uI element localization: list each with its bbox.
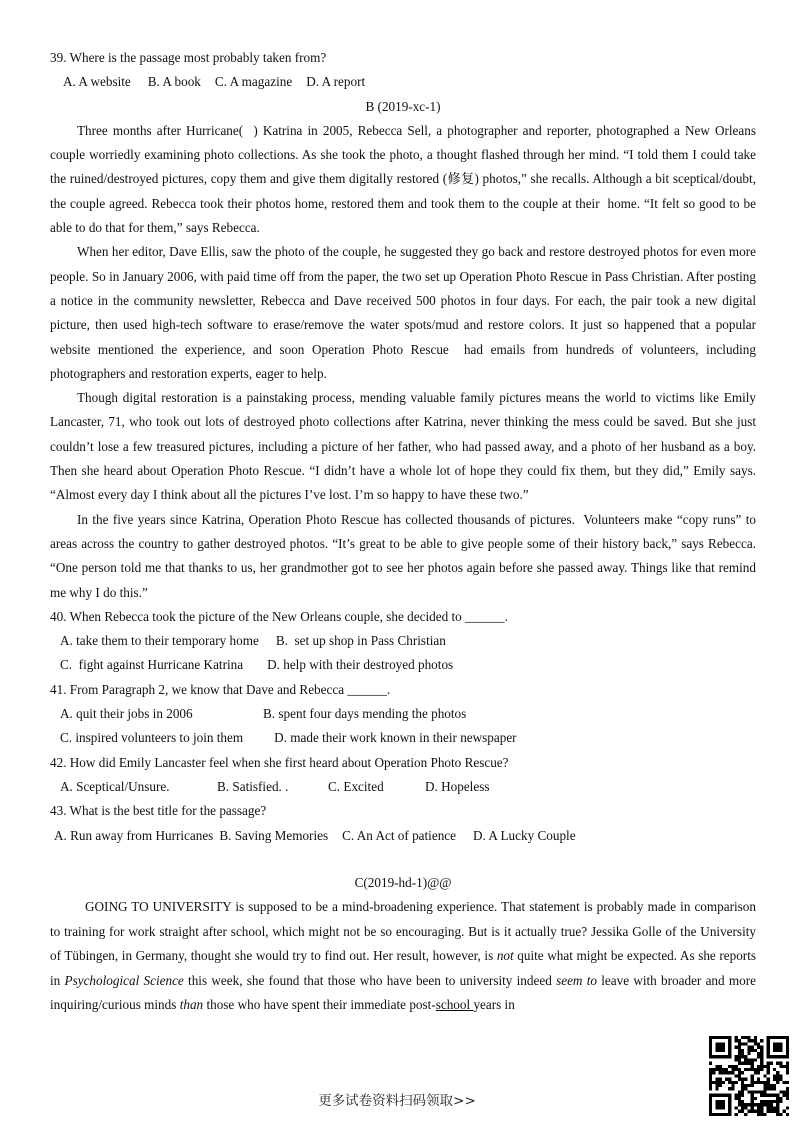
- option: B. set up shop in Pass Christian: [275, 633, 446, 649]
- option: C. fight against Hurricane Katrina: [60, 657, 244, 673]
- question-39-options: [50, 70, 756, 94]
- text-run: GOING TO UNIVERSITY is supposed to be a mind-broadening experience. That statement is probably made in comparison to training for work straight after school, which might not be so encouraging. But is it actually true? Jessika Golle of the University of Tübingen, in Germany, thought she would try to find out. Her result, however, is: [50, 899, 756, 964]
- question-42-options: [50, 775, 756, 799]
- passage-b-paragraph-1: Three months after Hurricane( ) Katrina in 2005, Rebecca Sell, a photographer and reporter, photographed a New Orleans couple worriedly examining photo collections. As she took the photo, a thought flashed through her mind. “I told them I could take the ruined/destroyed pictures, copy them and give them digitally restored (修复) photos,” she recalls. Although a bit sceptical/doubt, the couple agreed. Rebecca took their photos home, restored them and took them to the couple at their home. “It felt so good to be able to do that for them,” says Rebecca.: [50, 122, 756, 236]
- text-run: quite what might be expected. As she reports in: [50, 948, 756, 988]
- journal-name: Psychological Science: [64, 972, 184, 988]
- option: D. help with their destroyed photos: [267, 657, 454, 673]
- option: B. spent four days mending the photos: [263, 706, 467, 722]
- question-43-options: [50, 824, 756, 848]
- question-41-options-cd: [50, 726, 756, 750]
- emphasis: than: [179, 997, 204, 1013]
- question-41: 41. From Paragraph 2, we know that Dave and Rebecca ______.: [50, 681, 391, 697]
- option: B. Saving Memories: [219, 827, 329, 843]
- passage-b-paragraph-2: When her editor, Dave Ellis, saw the photo of the couple, he suggested they go back and restore destroyed photos for even more people. So in January 2006, with paid time off from the paper, the two set up Operation Photo Rescue in Pass Christian. After posting a notice in the community newsletter, Rebecca and Dave received 500 photos in four days. For each, the pair took a new digital picture, then used high-tech software to erase/remove the water spots/mud and restore colors. It just so happened that a popular website mentioned the experience, and soon Operation Photo Rescue had emails from hundreds of volunteers, including photographers and restoration experts, eager to help.: [50, 244, 756, 381]
- underlined-word: school: [435, 997, 474, 1013]
- question-43: 43. What is the best title for the passage?: [50, 803, 267, 819]
- emphasis: not: [496, 948, 514, 964]
- option: C. inspired volunteers to join them: [60, 730, 244, 746]
- section-c-heading: C(2019-hd-1)@@: [354, 874, 452, 890]
- text-run: this week, she found that those who have been to university indeed: [183, 972, 557, 988]
- option: A. quit their jobs in 2006: [60, 706, 193, 722]
- section-b-heading: B (2019-xc-1): [365, 98, 441, 114]
- option: C. An Act of patience: [342, 827, 457, 843]
- footer-scan-prompt[interactable]: 更多试卷资料扫码领取>>: [318, 1093, 476, 1109]
- option: D. made their work known in their newspaper: [274, 730, 517, 746]
- emphasis: seem to: [556, 972, 597, 988]
- qr-code-icon[interactable]: [709, 1036, 789, 1116]
- question-40: 40. When Rebecca took the picture of the New Orleans couple, she decided to ______.: [50, 608, 508, 624]
- question-40-options-cd: [50, 653, 756, 677]
- passage-b-paragraph-3: Though digital restoration is a painstaking process, mending valuable family pictures means the world to victims like Emily Lancaster, 71, who took out lots of destroyed photo collections after Katrina, never thinking the mess could be saved. But she just couldn’t lose a few treasured pictures, including a picture of her father, who had passed away, and a photo of her husband as a boy. Then she heard about Operation Photo Rescue. “I didn’t have a whole lot of hope they could fix them, but they did,” Emily says. “Almost every day I think about all the pictures I’ve lost. I’m so happy to have these two.”: [50, 390, 756, 503]
- option: B. Satisfied. .: [217, 778, 289, 794]
- text-run: years in: [473, 997, 515, 1013]
- option: A. Sceptical/Unsure.: [60, 778, 170, 794]
- option: D. A Lucky Couple: [473, 827, 576, 843]
- text-run: those who have spent their immediate post-: [203, 997, 436, 1013]
- option: D. A report: [306, 74, 366, 90]
- passage-c-paragraph-1: [50, 895, 756, 1018]
- option: C. Excited: [328, 778, 384, 794]
- question-41-options-ab: [50, 702, 756, 726]
- option: A. A website: [63, 74, 131, 90]
- option: C. A magazine: [214, 74, 293, 90]
- option: A. Run away from Hurricanes: [54, 827, 214, 843]
- exam-page: [50, 46, 756, 1018]
- passage-b-paragraph-4: In the five years since Katrina, Operation Photo Rescue has collected thousands of pictures. Volunteers make “copy runs” to areas across the country to gather destroyed photos. “It’s great to be able to give people some of their history back,” says Rebecca. “One person told me that thanks to us, her grandmother got to see her photos again before she passed away. Things like that remind me why I do this.”: [50, 511, 756, 600]
- text-run: leave with broader and more inquiring/curious minds: [50, 972, 756, 1013]
- question-42: 42. How did Emily Lancaster feel when she first heard about Operation Photo Rescue?: [50, 754, 509, 770]
- option: B. A book: [147, 74, 201, 90]
- option: D. Hopeless: [425, 778, 490, 794]
- question-40-options-ab: [50, 629, 756, 653]
- option: A. take them to their temporary home: [60, 633, 259, 649]
- question-39: 39. Where is the passage most probably taken from?: [50, 50, 327, 65]
